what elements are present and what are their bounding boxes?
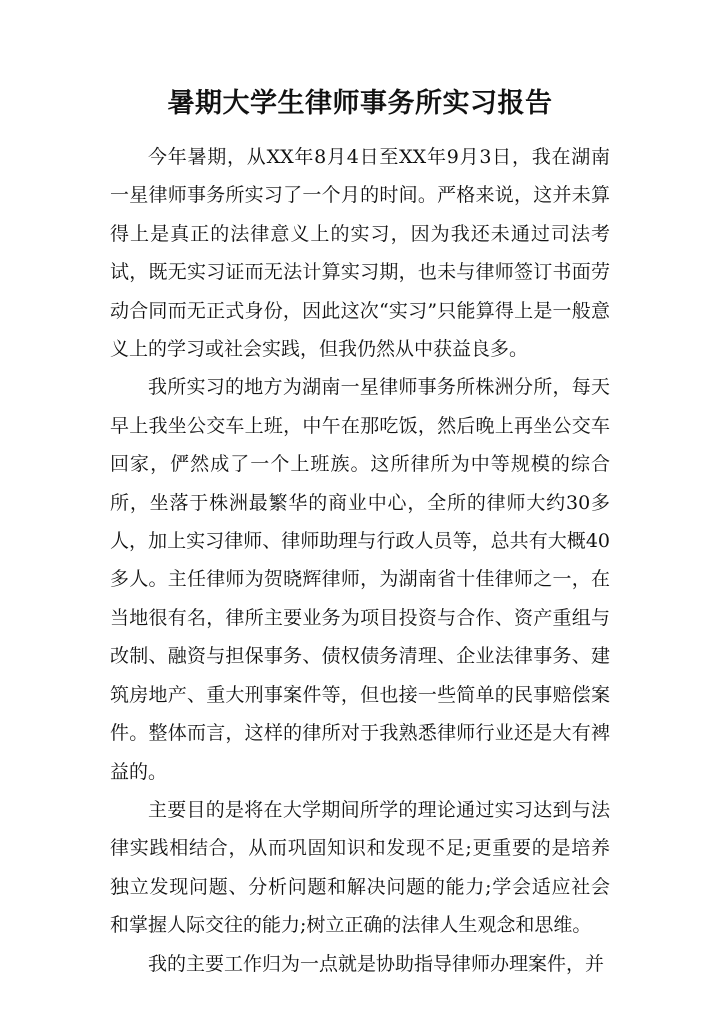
document-body	[110, 138, 610, 983]
paragraph-2: 我所实习的地方为湖南一星律师事务所株洲分所，每天早上我坐公交车上班，中午在那吃饭，然后晚上再坐公交车回家，俨然成了一个上班族。这所律所为中等规模的综合所，坐落于株洲最繁华的商业中心，全所的律师大约30多人，加上实习律师、律师助理与行政人员等，总共有大概40多人。主任律师为贺晓辉律师，为湖南省十佳律师之一，在当地很有名，律所主要业务为项目投资与合作、资产重组与改制、融资与担保事务、债权债务清理、企业法律事务、建筑房地产、重大刑事案件等，但也接一些简单的民事赔偿案件。整体而言，这样的律所对于我熟悉律师行业还是大有裨益的。	[110, 376, 610, 783]
paragraph-3: 主要目的是将在大学期间所学的理论通过实习达到与法律实践相结合，从而巩固知识和发现不足;更重要的是培养独立发现问题、分析问题和解决问题的能力;学会适应社会和掌握人际交往的能力;树立正确的法律人生观念和思维。	[110, 798, 610, 937]
paragraph-1: 今年暑期，从XX年8月4日至XX年9月3日，我在湖南一星律师事务所实习了一个月的时间。严格来说，这并未算得上是真正的法律意义上的实习，因为我还未通过司法考试，既无实习证而无法计算实习期，也未与律师签订书面劳动合同而无正式身份，因此这次“实习”只能算得上是一般意义上的学习或社会实践，但我仍然从中获益良多。	[110, 146, 610, 361]
paragraph-4: 我的主要工作归为一点就是协助指导律师办理案件，并	[148, 952, 605, 975]
document-title: 暑期大学生律师事务所实习报告	[167, 88, 553, 119]
